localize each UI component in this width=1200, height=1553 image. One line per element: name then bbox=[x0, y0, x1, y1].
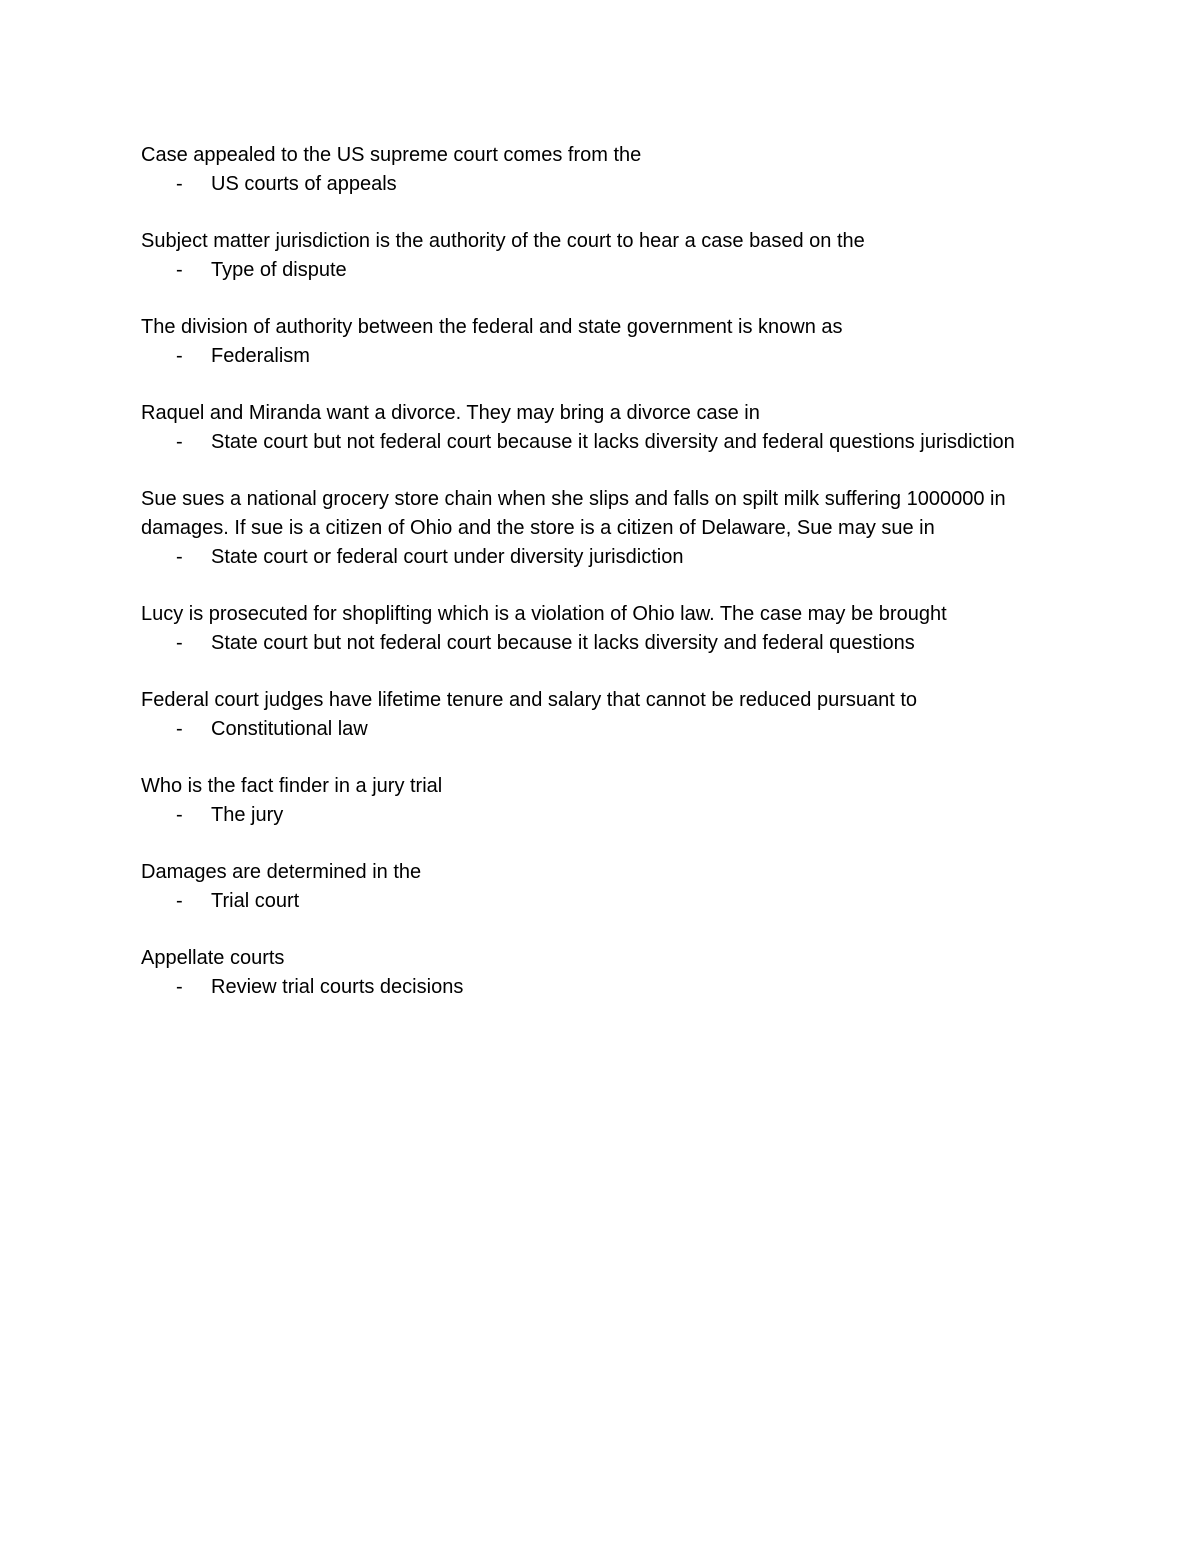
answer-text: State court but not federal court because it lacks diversity and federal questions bbox=[211, 632, 915, 654]
qa-item bbox=[141, 227, 1061, 285]
answer-list-item bbox=[141, 629, 1061, 658]
document-body bbox=[141, 141, 1061, 1030]
qa-item bbox=[141, 485, 1061, 572]
answer-list-item bbox=[141, 715, 1061, 744]
answer-text: State court but not federal court because it lacks diversity and federal questions jurisdiction bbox=[211, 431, 1015, 453]
qa-item bbox=[141, 772, 1061, 830]
dash-bullet: - bbox=[176, 431, 183, 453]
answer-text: The jury bbox=[211, 804, 284, 826]
answer-text: State court or federal court under diversity jurisdiction bbox=[211, 546, 684, 568]
qa-item bbox=[141, 399, 1061, 457]
answer-list-item bbox=[141, 428, 1061, 457]
dash-bullet: - bbox=[176, 976, 183, 998]
qa-item bbox=[141, 600, 1061, 658]
answer-list-item bbox=[141, 342, 1061, 371]
answer-text: Federalism bbox=[211, 345, 310, 367]
question-text: Case appealed to the US supreme court comes from the bbox=[141, 144, 642, 166]
question-text: The division of authority between the federal and state government is known as bbox=[141, 316, 843, 338]
answer-text: Type of dispute bbox=[211, 259, 347, 281]
question-text: Lucy is prosecuted for shoplifting which is a violation of Ohio law. The case may be brought bbox=[141, 603, 947, 625]
answer-text: US courts of appeals bbox=[211, 173, 397, 195]
dash-bullet: - bbox=[176, 345, 183, 367]
answer-list-item bbox=[141, 256, 1061, 285]
answer-text: Constitutional law bbox=[211, 718, 368, 740]
answer-list-item bbox=[141, 887, 1061, 916]
qa-item bbox=[141, 858, 1061, 916]
qa-item bbox=[141, 141, 1061, 199]
question-text: Appellate courts bbox=[141, 947, 285, 969]
answer-list-item bbox=[141, 973, 1061, 1002]
dash-bullet: - bbox=[176, 632, 183, 654]
answer-list-item bbox=[141, 543, 1061, 572]
dash-bullet: - bbox=[176, 173, 183, 195]
answer-text: Trial court bbox=[211, 890, 300, 912]
qa-item bbox=[141, 313, 1061, 371]
dash-bullet: - bbox=[176, 804, 183, 826]
question-text: Raquel and Miranda want a divorce. They may bring a divorce case in bbox=[141, 402, 760, 424]
answer-list-item bbox=[141, 801, 1061, 830]
answer-list-item bbox=[141, 170, 1061, 199]
dash-bullet: - bbox=[176, 718, 183, 740]
dash-bullet: - bbox=[176, 546, 183, 568]
dash-bullet: - bbox=[176, 890, 183, 912]
qa-item bbox=[141, 944, 1061, 1002]
dash-bullet: - bbox=[176, 259, 183, 281]
question-text: Federal court judges have lifetime tenure and salary that cannot be reduced pursuant to bbox=[141, 689, 918, 711]
question-text: Who is the fact finder in a jury trial bbox=[141, 775, 443, 797]
question-text: Damages are determined in the bbox=[141, 861, 422, 883]
question-text: Sue sues a national grocery store chain when she slips and falls on spilt milk suffering 1000000 in damages. If sue is a citizen of Ohio and the store is a citizen of Delaware, Sue may sue in bbox=[141, 488, 1006, 539]
question-text: Subject matter jurisdiction is the authority of the court to hear a case based on the bbox=[141, 230, 865, 252]
qa-item bbox=[141, 686, 1061, 744]
answer-text: Review trial courts decisions bbox=[211, 976, 464, 998]
